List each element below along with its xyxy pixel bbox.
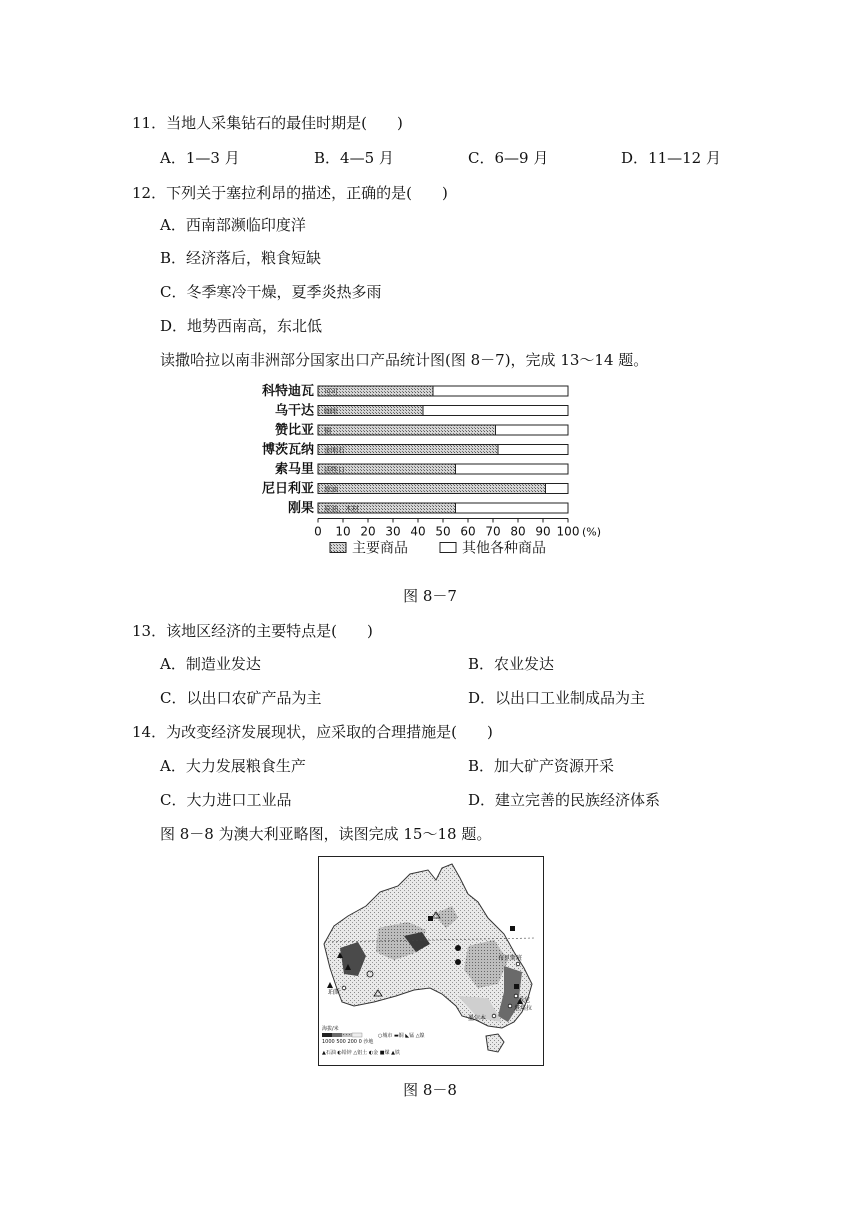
chart-x-tick-label: 0: [314, 524, 322, 539]
q13-option-d: D．以出口工业制成品为主: [468, 689, 646, 707]
chart-category-label: 尼日利亚: [261, 481, 314, 497]
question-11-stem: 11．当地人采集钻石的最佳时期是( ): [132, 114, 403, 132]
chart-category-label: 博茨瓦纳: [261, 442, 314, 458]
chart-x-tick-label: 80: [510, 524, 526, 539]
export-bar-chart: [250, 380, 620, 570]
chart-x-tick-label: 40: [410, 524, 426, 539]
question-13-stem: 13．该地区经济的主要特点是( ): [132, 622, 373, 640]
map-legend-elevation: 1000 500 200 0 沙地: [322, 1039, 374, 1045]
chart-category-label: 乌干达: [274, 403, 314, 419]
chart-bar-label: 可可: [324, 388, 338, 396]
question-14-stem: 14．为改变经济发展现状，应采取的合理措施是( ): [132, 723, 493, 741]
figure-8-7-caption: 图 8－7: [403, 587, 457, 605]
q11-option-d: D．11—12 月: [621, 149, 721, 167]
chart-category-label: 刚果: [287, 501, 314, 516]
question-12-stem: 12．下列关于塞拉利昂的描述，正确的是( ): [132, 184, 448, 202]
map-legend-symbols-2: ▲石油 ◐铅锌 △铝土 ◐金 ■煤 ▲铁: [322, 1050, 400, 1056]
q12-option-a: A．西南部濒临印度洋: [160, 216, 306, 234]
legend-label-main: 主要商品: [352, 540, 408, 557]
q11-option-b: B．4—5 月: [314, 149, 394, 167]
chart-x-tick-label: 90: [535, 524, 551, 539]
q12-option-d: D．地势西南高，东北低: [160, 317, 323, 335]
q13-option-a: A．制造业发达: [160, 655, 261, 673]
q14-option-a: A．大力发展粮食生产: [160, 757, 306, 775]
chart-x-tick-label: 100: [556, 524, 580, 539]
chart-category-label: 索马里: [274, 462, 314, 477]
chart-x-tick-label: 50: [435, 524, 451, 539]
chart-x-tick-label: 20: [360, 524, 376, 539]
chart-bar-main: [318, 425, 496, 435]
map-legend-symbols-1: ○城市 ▬铜 ◣锰 △镍: [378, 1033, 425, 1039]
city-label-perth: 珀斯: [328, 989, 341, 996]
chart-category-label: 赞比亚: [274, 423, 314, 438]
q11-option-a: A．1—3 月: [160, 149, 240, 167]
chart-category-label: 科特迪瓦: [261, 384, 314, 399]
figure-8-8-caption: 图 8－8: [403, 1081, 457, 1099]
q14-option-d: D．建立完善的民族经济体系: [468, 791, 661, 809]
city-label-brisbane: 布里斯班: [498, 955, 523, 962]
q13-option-b: B．农业发达: [468, 655, 555, 673]
city-label-sydney: 悉尼: [518, 997, 531, 1004]
map-legend-title: 海拔/米: [322, 1026, 339, 1032]
chart-bar-label: 原油、木材: [324, 505, 359, 513]
chart-bar-label: 原油: [324, 485, 338, 494]
q11-option-c: C．6—9 月: [468, 149, 549, 167]
city-label-melbourne: 墨尔本: [468, 1015, 487, 1022]
chart-x-tick-label: 60: [460, 524, 476, 539]
chart-x-tick-label: 30: [385, 524, 401, 539]
intro-figure-8-7: 读撒哈拉以南非洲部分国家出口产品统计图(图 8－7)，完成 13～14 题。: [160, 351, 649, 369]
legend-label-other: 其他各种商品: [462, 540, 546, 557]
chart-bar-main: [318, 484, 546, 494]
intro-figure-8-8: 图 8－8 为澳大利亚略图，读图完成 15～18 题。: [160, 825, 492, 843]
q14-option-c: C．大力进口工业品: [160, 791, 292, 809]
legend-swatch-main: [330, 543, 346, 553]
australia-map: [318, 856, 544, 1066]
q14-option-b: B．加大矿产资源开采: [468, 757, 615, 775]
chart-bar-label: 金刚石: [324, 446, 345, 455]
chart-x-tick-label: 70: [485, 524, 501, 539]
chart-x-unit: (%): [582, 525, 602, 539]
legend-swatch-other: [440, 543, 456, 553]
q12-option-b: B．经济落后，粮食短缺: [160, 249, 322, 267]
city-label-canberra: 堪培拉: [514, 1005, 533, 1012]
q13-option-c: C．以出口农矿产品为主: [160, 689, 322, 707]
chart-bar-label: 铜: [324, 427, 331, 435]
chart-bar-main: [318, 445, 498, 455]
chart-bar-label: 咖啡: [324, 407, 338, 416]
chart-bar-label: 活牲口: [324, 466, 345, 474]
q12-option-c: C．冬季寒冷干燥，夏季炎热多雨: [160, 283, 382, 301]
chart-x-tick-label: 10: [335, 524, 351, 539]
